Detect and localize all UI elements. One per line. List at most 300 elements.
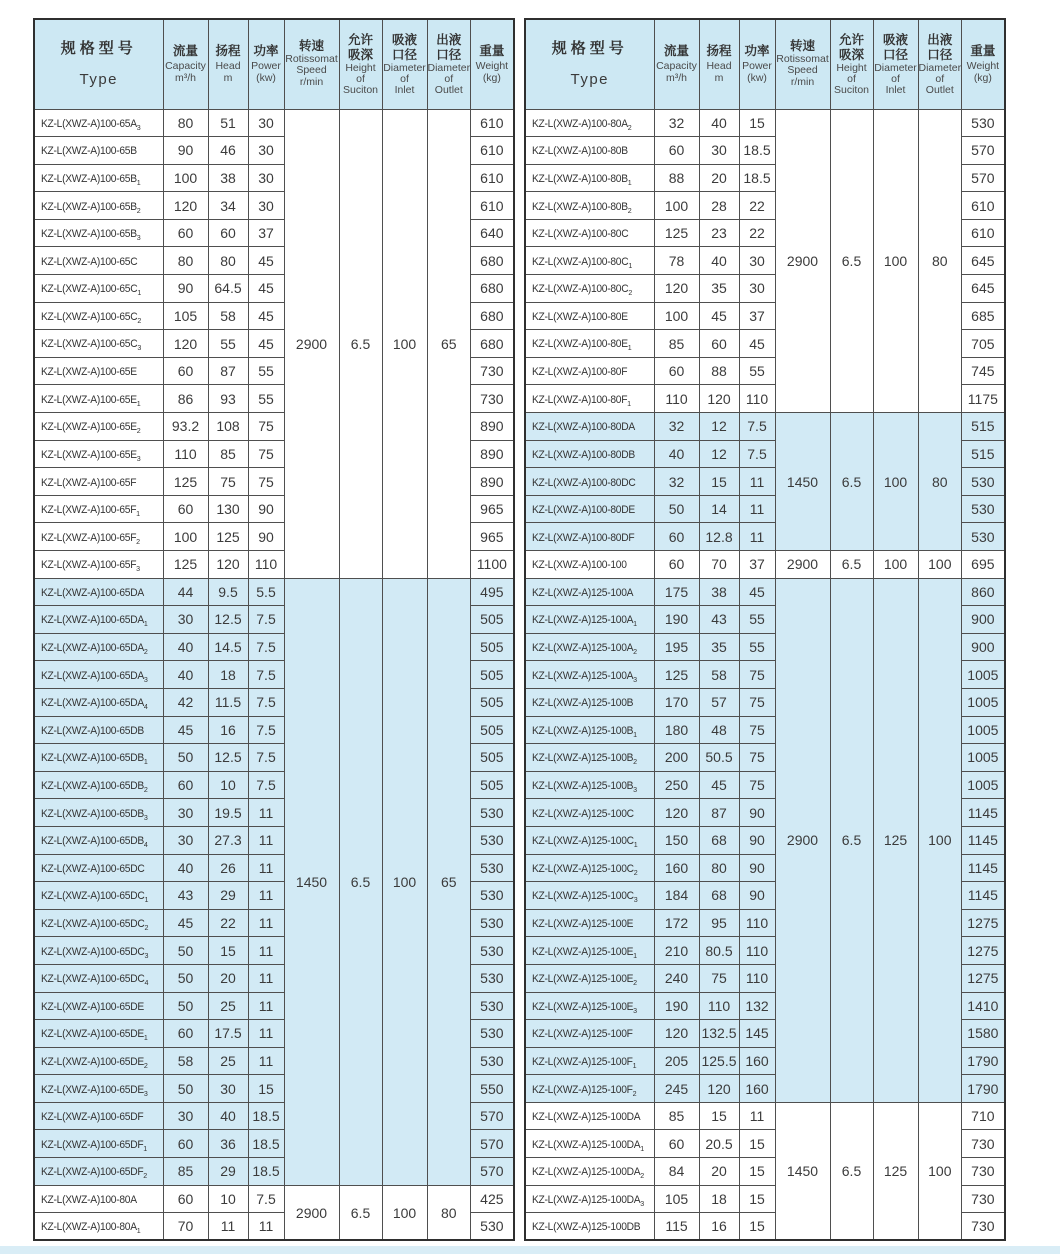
capacity-cell: 200 (654, 744, 699, 772)
capacity-cell: 60 (163, 357, 208, 385)
type-cell (525, 385, 654, 413)
type-cell (34, 744, 163, 772)
power-cell: 37 (739, 302, 775, 330)
type-name (41, 1139, 147, 1153)
type-cell (34, 826, 163, 854)
capacity-cell: 85 (654, 330, 699, 358)
head-cell: 70 (699, 551, 739, 579)
capacity-cell: 30 (163, 1102, 208, 1130)
type-cell (525, 771, 654, 799)
type-name-base: KZ-L(XWZ-A)100-65DA (41, 586, 144, 599)
type-cell (34, 799, 163, 827)
weight-cell: 530 (471, 964, 514, 992)
weight-cell: 730 (962, 1213, 1005, 1241)
header-en-label: Type (570, 71, 610, 89)
weight-cell: 570 (962, 137, 1005, 165)
weight-cell: 550 (471, 1075, 514, 1103)
speed-cell: 1450 (775, 413, 830, 551)
table-header (525, 19, 1005, 109)
type-name (41, 421, 140, 435)
type-name-base: KZ-L(XWZ-A)100-80A (532, 117, 628, 130)
weight-cell: 680 (471, 247, 514, 275)
weight-cell: 860 (962, 578, 1005, 606)
type-name-base: KZ-L(XWZ-A)125-100F (532, 1055, 633, 1068)
inlet-cell: 125 (873, 578, 918, 1102)
type-subscript: 3 (633, 785, 637, 795)
type-cell (34, 992, 163, 1020)
type-subscript: 1 (143, 1143, 147, 1153)
capacity-cell: 90 (163, 275, 208, 303)
type-cell (525, 192, 654, 220)
head-cell: 15 (699, 1102, 739, 1130)
type-cell (34, 1158, 163, 1186)
power-cell: 11 (248, 882, 284, 910)
weight-cell: 530 (471, 937, 514, 965)
capacity-cell: 32 (654, 413, 699, 441)
weight-cell: 1145 (962, 826, 1005, 854)
type-cell (525, 468, 654, 496)
power-cell: 55 (739, 633, 775, 661)
type-name (41, 366, 137, 378)
head-cell: 15 (699, 468, 739, 496)
head-cell: 12 (699, 413, 739, 441)
type-cell (34, 1075, 163, 1103)
power-cell: 55 (739, 357, 775, 385)
power-cell: 75 (739, 744, 775, 772)
capacity-cell: 120 (163, 192, 208, 220)
type-subscript: 2 (628, 288, 633, 298)
suction-cell: 6.5 (830, 109, 873, 413)
header-zh-label: 吸深 (347, 47, 373, 62)
type-name (532, 890, 637, 904)
head-cell: 68 (699, 882, 739, 910)
type-cell (525, 744, 654, 772)
weight-cell: 730 (471, 385, 514, 413)
capacity-cell: 125 (163, 468, 208, 496)
type-name (41, 256, 137, 268)
power-cell: 37 (739, 551, 775, 579)
table-header (34, 19, 514, 109)
capacity-cell: 100 (163, 164, 208, 192)
weight-cell: 1005 (962, 716, 1005, 744)
type-subscript: 2 (640, 1171, 644, 1181)
type-name (532, 918, 633, 930)
header-zh-label: 扬程 (706, 43, 732, 58)
weight-cell: 645 (962, 247, 1005, 275)
type-name-base: KZ-L(XWZ-A)125-100DA (532, 1138, 641, 1151)
type-name-base: KZ-L(XWZ-A)100-65A (41, 117, 137, 130)
type-name (41, 1084, 148, 1098)
type-name (41, 477, 136, 489)
type-name (532, 173, 631, 187)
type-cell (525, 247, 654, 275)
type-name (532, 228, 628, 240)
type-name-base: KZ-L(XWZ-A)100-65F (41, 531, 137, 544)
head-cell: 11 (208, 1213, 248, 1241)
type-subscript: 3 (143, 674, 148, 684)
type-cell (34, 606, 163, 634)
header-en-label: Diameter (918, 61, 962, 74)
power-cell: 45 (739, 330, 775, 358)
type-name-base: KZ-L(XWZ-A)100-65DA (41, 614, 144, 627)
weight-cell: 530 (962, 468, 1005, 496)
col-header-outlet (918, 19, 962, 109)
capacity-cell: 30 (163, 606, 208, 634)
type-name (41, 614, 148, 628)
head-cell: 11.5 (208, 688, 248, 716)
type-name (532, 946, 637, 960)
type-name-base: KZ-L(XWZ-A)100-65C (41, 310, 138, 323)
col-header-capacity (163, 19, 208, 109)
power-cell: 110 (248, 551, 284, 579)
type-cell (34, 440, 163, 468)
type-name (41, 946, 148, 960)
type-name (532, 1139, 644, 1153)
power-cell: 75 (248, 468, 284, 496)
type-name (41, 283, 141, 297)
capacity-cell: 190 (654, 606, 699, 634)
power-cell: 18.5 (739, 137, 775, 165)
type-name-base: KZ-L(XWZ-A)100-80E (532, 310, 628, 323)
type-subscript: 3 (136, 122, 141, 132)
type-subscript: 2 (143, 1061, 148, 1071)
suction-cell: 6.5 (830, 413, 873, 551)
type-name (41, 1001, 144, 1013)
header-zh-label: 吸深 (838, 47, 864, 62)
power-cell: 160 (739, 1075, 775, 1103)
spec-row (34, 578, 514, 606)
type-name (532, 1084, 636, 1098)
type-subscript: 2 (627, 205, 632, 215)
header-en-label: Head (706, 59, 732, 72)
power-cell: 110 (739, 385, 775, 413)
spec-row (34, 109, 514, 137)
type-name-base: KZ-L(XWZ-A)125-100B (532, 752, 634, 765)
type-cell (34, 413, 163, 441)
type-cell (34, 551, 163, 579)
capacity-cell: 40 (654, 440, 699, 468)
type-subscript: 3 (136, 233, 141, 243)
type-name-base: KZ-L(XWZ-A)125-100DA (532, 1166, 641, 1179)
power-cell: 18.5 (248, 1102, 284, 1130)
power-cell: 5.5 (248, 578, 284, 606)
type-name (532, 587, 633, 599)
type-subscript: 2 (633, 647, 637, 657)
header-en-label: Capacity (165, 59, 206, 72)
col-header-type (34, 19, 163, 109)
type-subscript: 1 (628, 260, 633, 270)
inlet-cell: 100 (382, 578, 427, 1185)
header-en-label: Rotissomat (285, 53, 338, 66)
header-zh-label: 重量 (479, 43, 505, 58)
power-cell: 132 (739, 992, 775, 1020)
col-header-head (208, 19, 248, 109)
type-name-base: KZ-L(XWZ-A)100-65E (41, 393, 137, 406)
type-name-base: KZ-L(XWZ-A)100-65C (41, 283, 138, 296)
type-subscript: 1 (627, 178, 632, 188)
power-cell: 45 (248, 247, 284, 275)
type-subscript: 2 (143, 647, 148, 657)
type-name-base: KZ-L(XWZ-A)100-65DA (41, 669, 144, 682)
power-cell: 7.5 (739, 440, 775, 468)
head-cell: 15 (208, 937, 248, 965)
capacity-cell: 60 (654, 1130, 699, 1158)
weight-cell: 505 (471, 688, 514, 716)
capacity-cell: 175 (654, 578, 699, 606)
type-subscript: 1 (633, 619, 637, 629)
header-zh-label: 允许 (838, 32, 864, 47)
power-cell: 11 (739, 468, 775, 496)
type-name-base: KZ-L(XWZ-A)100-65DC (41, 862, 145, 875)
capacity-cell: 78 (654, 247, 699, 275)
type-name-base: KZ-L(XWZ-A)100-80E (532, 338, 628, 351)
head-cell: 125.5 (699, 1047, 739, 1075)
power-cell: 30 (248, 192, 284, 220)
capacity-cell: 58 (163, 1047, 208, 1075)
type-cell (525, 578, 654, 606)
weight-cell: 1275 (962, 909, 1005, 937)
col-header-outlet (427, 19, 471, 109)
weight-cell: 610 (471, 192, 514, 220)
type-name-base: KZ-L(XWZ-A)100-80B (532, 145, 628, 158)
type-subscript: 2 (136, 536, 140, 546)
type-subscript: 1 (144, 895, 149, 905)
head-cell: 35 (699, 633, 739, 661)
col-header-capacity (654, 19, 699, 109)
type-name-base: KZ-L(XWZ-A)100-80DA (532, 421, 635, 434)
head-cell: 34 (208, 192, 248, 220)
type-cell (525, 164, 654, 192)
head-cell: 85 (208, 440, 248, 468)
type-name (532, 477, 635, 489)
weight-cell: 1145 (962, 799, 1005, 827)
spec-row (525, 109, 1005, 137)
type-name (41, 338, 141, 352)
power-cell: 11 (248, 854, 284, 882)
type-cell (525, 661, 654, 689)
header-zh-label: 口径 (436, 47, 462, 62)
header-en-label: of (935, 72, 945, 85)
type-name-base: KZ-L(XWZ-A)125-100C (532, 807, 634, 820)
type-name-base: KZ-L(XWZ-A)125-100A (532, 669, 634, 682)
head-cell: 9.5 (208, 578, 248, 606)
type-name-base: KZ-L(XWZ-A)100-65DB (41, 807, 144, 820)
type-cell (34, 109, 163, 137)
type-name-base: KZ-L(XWZ-A)100-65DE (41, 1000, 144, 1013)
capacity-cell: 100 (654, 192, 699, 220)
capacity-cell: 120 (654, 275, 699, 303)
header-zh-label: 功率 (744, 43, 770, 58)
head-cell: 38 (208, 164, 248, 192)
capacity-cell: 184 (654, 882, 699, 910)
capacity-cell: 60 (163, 495, 208, 523)
speed-cell: 2900 (775, 551, 830, 579)
inlet-cell: 125 (873, 1102, 918, 1240)
head-cell: 110 (699, 992, 739, 1020)
type-subscript: 1 (633, 950, 637, 960)
type-name (532, 256, 632, 270)
type-name-base: KZ-L(XWZ-A)125-100DA (532, 1111, 641, 1124)
capacity-cell: 60 (654, 137, 699, 165)
power-cell: 75 (739, 771, 775, 799)
power-cell: 18.5 (739, 164, 775, 192)
type-name (532, 863, 637, 877)
capacity-cell: 60 (163, 1020, 208, 1048)
capacity-cell: 60 (163, 219, 208, 247)
weight-cell: 515 (962, 413, 1005, 441)
col-header-weight (471, 19, 514, 109)
capacity-cell: 50 (163, 937, 208, 965)
type-cell (34, 716, 163, 744)
head-cell: 87 (208, 357, 248, 385)
type-subscript: 3 (633, 895, 638, 905)
type-subscript: 2 (632, 1088, 637, 1098)
type-name-base: KZ-L(XWZ-A)125-100B (532, 724, 634, 737)
capacity-cell: 150 (654, 826, 699, 854)
table-body (525, 109, 1005, 1240)
capacity-cell: 110 (163, 440, 208, 468)
head-cell: 120 (208, 551, 248, 579)
type-cell (525, 357, 654, 385)
col-header-suction (830, 19, 873, 109)
header-en-label: Capacity (656, 59, 697, 72)
type-subscript: 1 (633, 840, 638, 850)
type-name (532, 752, 637, 766)
power-cell: 18.5 (248, 1130, 284, 1158)
head-cell: 29 (208, 882, 248, 910)
type-name-base: KZ-L(XWZ-A)125-100C (532, 862, 634, 875)
capacity-cell: 80 (163, 109, 208, 137)
weight-cell: 530 (471, 882, 514, 910)
type-name-base: KZ-L(XWZ-A)100-65B (41, 145, 137, 158)
outlet-cell: 100 (918, 578, 962, 1102)
head-cell: 64.5 (208, 275, 248, 303)
weight-cell: 890 (471, 468, 514, 496)
header-en-label: Head (215, 59, 241, 72)
weight-cell: 1275 (962, 964, 1005, 992)
type-cell (34, 771, 163, 799)
type-name (532, 697, 633, 709)
type-name-base: KZ-L(XWZ-A)100-65DA (41, 697, 144, 710)
type-name (41, 201, 140, 215)
head-cell: 12.8 (699, 523, 739, 551)
power-cell: 45 (248, 302, 284, 330)
power-cell: 45 (248, 330, 284, 358)
head-cell: 18 (208, 661, 248, 689)
power-cell: 75 (739, 661, 775, 689)
power-cell: 30 (739, 247, 775, 275)
type-name-base: KZ-L(XWZ-A)100-65DE (41, 1083, 144, 1096)
type-cell (34, 909, 163, 937)
capacity-cell: 205 (654, 1047, 699, 1075)
type-subscript: 4 (144, 978, 149, 988)
header-en-label: Height (836, 61, 867, 74)
head-cell: 80 (699, 854, 739, 882)
type-name (41, 780, 148, 794)
power-cell: 18.5 (248, 1158, 284, 1186)
type-name (41, 1028, 148, 1042)
type-cell (525, 1185, 654, 1213)
power-cell: 90 (739, 826, 775, 854)
header-en-label: Suciton (833, 83, 870, 96)
head-cell: 19.5 (208, 799, 248, 827)
header-zh-label: 吸液 (882, 32, 908, 47)
type-name-base: KZ-L(XWZ-A)125-100A (532, 642, 634, 654)
speed-cell: 1450 (775, 1102, 830, 1240)
capacity-cell: 45 (163, 909, 208, 937)
weight-cell: 530 (471, 799, 514, 827)
type-cell (525, 1020, 654, 1048)
capacity-cell: 125 (163, 551, 208, 579)
type-name-base: KZ-L(XWZ-A)100-65E (41, 448, 137, 461)
inlet-cell: 100 (873, 551, 918, 579)
header-zh-label: 流量 (663, 43, 689, 58)
capacity-cell: 125 (654, 661, 699, 689)
type-cell (34, 495, 163, 523)
spec-row (525, 551, 1005, 579)
head-cell: 16 (699, 1213, 739, 1241)
type-subscript: 3 (136, 564, 140, 574)
head-cell: 26 (208, 854, 248, 882)
header-zh-label: 规格型号 (60, 40, 137, 58)
type-name-base: KZ-L(XWZ-A)100-65DF (41, 1138, 144, 1151)
power-cell: 110 (739, 937, 775, 965)
type-name-base: KZ-L(XWZ-A)125-100A (532, 586, 634, 599)
type-cell (34, 219, 163, 247)
power-cell: 90 (739, 854, 775, 882)
weight-cell: 530 (471, 826, 514, 854)
capacity-cell: 60 (163, 1185, 208, 1213)
type-cell (34, 385, 163, 413)
weight-cell: 530 (471, 1047, 514, 1075)
type-cell (34, 330, 163, 358)
head-cell: 40 (699, 109, 739, 137)
type-cell (525, 137, 654, 165)
type-name (41, 670, 148, 684)
inlet-cell: 100 (873, 109, 918, 413)
head-cell: 25 (208, 992, 248, 1020)
type-cell (525, 551, 654, 579)
type-name (41, 1194, 137, 1206)
capacity-cell: 70 (163, 1213, 208, 1241)
type-subscript: 2 (143, 785, 148, 795)
weight-cell: 505 (471, 661, 514, 689)
type-subscript: 2 (633, 867, 638, 877)
head-cell: 29 (208, 1158, 248, 1186)
power-cell: 75 (248, 440, 284, 468)
head-cell: 125 (208, 523, 248, 551)
capacity-cell: 60 (654, 551, 699, 579)
type-subscript: 2 (136, 205, 141, 215)
type-name (41, 1221, 140, 1235)
head-cell: 17.5 (208, 1020, 248, 1048)
type-cell (525, 1213, 654, 1241)
type-name (41, 532, 140, 546)
weight-cell: 610 (962, 192, 1005, 220)
type-name-base: KZ-L(XWZ-A)100-80DE (532, 504, 635, 517)
type-subscript: 1 (640, 1143, 644, 1153)
type-name (532, 670, 637, 684)
col-header-suction (339, 19, 382, 109)
header-unit-label: (kg) (482, 71, 501, 84)
head-cell: 38 (699, 578, 739, 606)
head-cell: 20 (208, 964, 248, 992)
header-unit-label: (kw) (747, 71, 767, 84)
type-name-base: KZ-L(XWZ-A)125-100DA (532, 1193, 641, 1206)
suction-cell: 6.5 (830, 551, 873, 579)
type-name-base: KZ-L(XWZ-A)100-65DE (41, 1055, 144, 1068)
power-cell: 22 (739, 219, 775, 247)
